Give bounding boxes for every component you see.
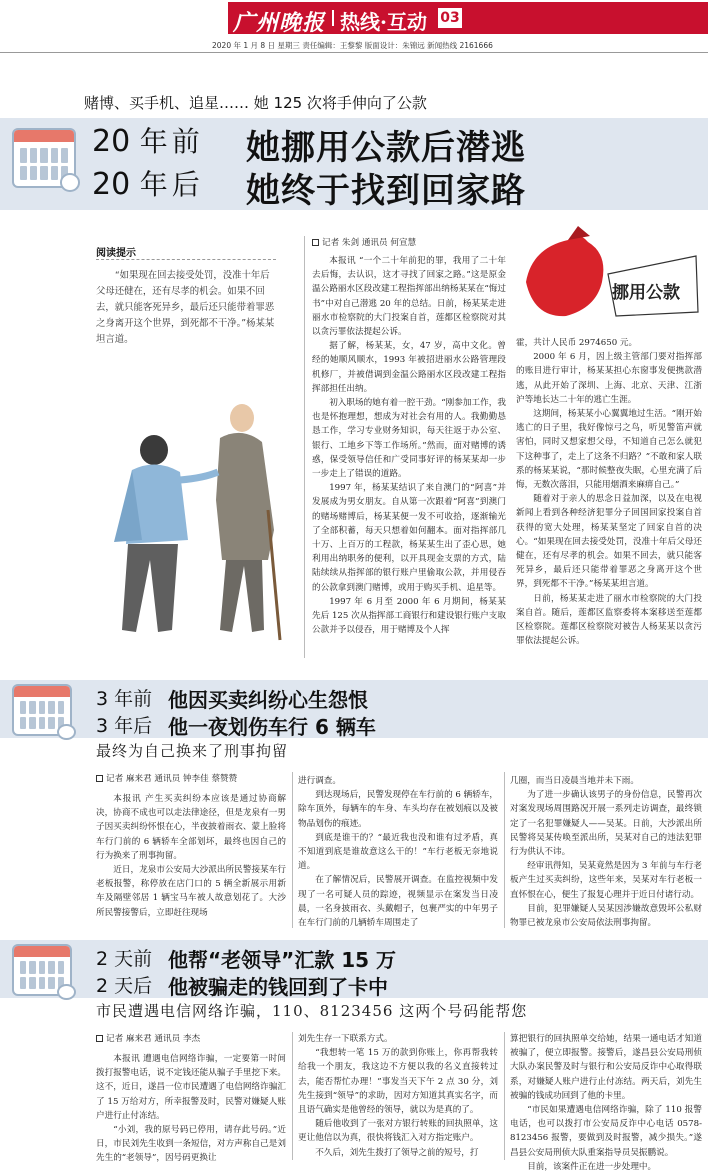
section-title: 热线·互动 — [340, 10, 427, 34]
story1-kicker: 赌博、买手机、追星…… 她 125 次将手伸向了公款 — [84, 94, 427, 112]
story2-byline: 记者 麻来君 通讯员 钟李佳 蔡赞赞 — [96, 772, 237, 784]
story1-when-1: 20 年前 — [92, 124, 204, 159]
page-number: 03 — [438, 8, 462, 28]
story2-headline-1: 他因买卖纠纷心生怨恨 — [168, 688, 368, 712]
clock-icon — [60, 173, 80, 192]
story3-headline-1: 他帮“老领导”汇款 15 万 — [168, 948, 397, 972]
story2-when-2: 3 年后 — [96, 715, 153, 737]
story1-headline-2: 她终于找到回家路 — [246, 171, 526, 211]
story2-headline-2: 他一夜划伤车行 6 辆车 — [168, 715, 376, 739]
stamp-label: 挪用公款 — [612, 283, 680, 303]
calendar-icon — [12, 944, 72, 996]
column-divider — [292, 772, 293, 928]
masthead-divider — [332, 10, 334, 26]
calendar-icon — [12, 684, 72, 736]
story3-when-2: 2 天后 — [96, 975, 153, 997]
story2-subheadline: 最终为自己换来了刑事拘留 — [96, 742, 289, 760]
story3-column-1: 本报讯 遭遇电信网络诈骗，一定要第一时间拨打报警电话，说不定钱还能从骗子手里挖下来。这不，近日，遂昌一位市民遭遇了电信网络诈骗汇了 15 万给对方，所幸报警及时，民警对嫌疑人账户进行止付冻结。 “小刘，我的原号码已停用，请存此号码。”近日，市民刘先生收到一条短信，对方声称自己是刘先生的“老领导”，因号码更换让 — [96, 1054, 286, 1164]
header-rule — [0, 52, 708, 53]
elderly-couple-illustration — [92, 360, 292, 660]
story2-column-2: 进行调查。 到达现场后，民警发现停在车行前的 6 辆轿车，除车顶外，每辆车的车身、车头均存在被划痕以及被物品划伤的痕迹。 到底是谁干的？“最近我也没和谁有过矛盾，真不知道到底是谁故意这么干的！”车行老板无奈地说道。 在了解情况后，民警展开调查。在监控视频中发现了一名可疑人员的踪迹，视频显示在案发当日凌晨，一名身披雨衣、头戴帽子，包裹严实的中年男子在车行门前的几辆轿车周围走了 — [298, 776, 498, 929]
masthead — [0, 0, 708, 42]
masthead-left — [0, 0, 228, 34]
story3-when-1: 2 天前 — [96, 948, 153, 970]
story1-column-1: 本报讯 “一个二十年前犯的罪，我用了二十年去后悔，去认识，这才寻找了回家之路。”这是原金温公路丽水区段改建工程指挥部出纳杨某某在“悔过书”中对自己潜逃 20 年的总结。日前，杨某某走进丽水市检察院的大门投案自首，莲都区检察院对其以贪污罪依法提起公诉。 据了解，杨某某，女，47 岁，高中文化。曾经的她顺风顺水，1993 年被招进丽水公路管理段机修厂，并被借调到金温公路丽水区段改建工程指挥部担任出纳。 初入职场的她有着一腔干劲。“刚参加工作，我也是怀抱理想，想成为对社会有用的人。我勤勤恳恳工作，学习专业财务知识，每天往返于办公室、银行、工地乡下等工作场所。”然而，面对赌博的诱惑，保受领导信任和广受同事好评的杨某某却一步一步走上了错误的道路。 1997 年，杨某某结识了来自澳门的“阿喜”并发展成为男女朋友。自从第一次跟着“阿喜”到澳门的赌场赌博后，杨某某便一发不可收拾，逐渐输光了全部积蓄，每天只想着如何翻本。面对指挥部几十万、上百万的工程款，杨某某生出了歪心思，她利用出纳职务的便利，以开具现金支票的方式，陆陆续续从指挥部的银行账户里偷取公款，并用侵吞的公款拿到澳门赌博，或用于购买手机、追星等。 1997 年 6 月至 2000 年 6 月期间，杨某某先后 125 次从指挥部工商银行和建设银行账户支取公款并予以侵吞，用于赌博及个人挥 — [312, 256, 506, 636]
story1-column-2: 霍，共计人民币 2974650 元。 2000 年 6 月，因上级主管部门要对指挥部的账目进行审计，杨某某担心东窗事发便携款潜逃，从此开始了深圳、上海、北京、天津、江浙沪等地长达二十年的逃亡生涯。 这期间，杨某某小心翼翼地过生活。“刚开始逃亡的日子里，我好像惊弓之鸟，听见警笛声就害怕，同时又想家想父母，不知道自己怎么就犯下这种事了，走上了这条不归路？”不敢和家人联系的杨某某说，“那时候整夜失眠，心里充满了后悔，无数次落泪，只能用烟酒来麻痹自己。” 随着对于亲人的思念日益加深，以及在电视新闻上看到各种经济犯罪分子回国回家投案自首获得的宽大处理，杨某某坚定了回家自首的决心。“如果现在回去接受处罚，没准十年后父母还健在，还有尽孝的机会。如果不回去，就只能客死异乡，最后还只能带着罪恶之身离开这个世界，到死都不干净。”杨某某坦言道。 日前，杨某某走进了丽水市检察院的大门投案自首。随后，莲都区监察委将本案移送至莲都区检察院。莲都区检察院对被告人杨某某以贪污罪依法提起公诉。 — [516, 338, 702, 647]
reading-tip-text: “如果现在回去接受处罚，没准十年后父母还健在，还有尽孝的机会。如果不回去，就只能客死异乡，最后还只能带着罪恶之身离开这个世界，到死都不干净。”杨某某坦言道。 — [96, 270, 275, 345]
reading-tip-heading: 阅读提示 — [96, 248, 136, 259]
story3-byline: 记者 麻来君 通讯员 李杰 — [96, 1032, 200, 1044]
story1-headline-1: 她挪用公款后潜逃 — [246, 128, 526, 168]
clock-icon — [57, 724, 76, 740]
column-divider — [504, 1032, 505, 1160]
story1-byline: 记者 朱剑 通讯员 何宣慧 — [312, 236, 416, 248]
column-divider — [504, 772, 505, 928]
story2-when-1: 3 年前 — [96, 688, 153, 710]
newspaper-name: 广州晚报 — [233, 10, 326, 36]
calendar-icon — [12, 128, 76, 188]
clock-icon — [57, 984, 76, 1000]
story3-column-3: 算把银行的回执照单交给她，结果一通电话才知道被骗了，便立即报警。接警后，遂昌县公安局刑侦大队办案民警及时与银行和公安局反诈中心取得联系，对嫌疑人账户进行止付冻结。两天后，刘先生被骗的钱成功回到了他的卡里。 “市民如果遭遇电信网络诈骗，除了 110 报警电话，也可以拨打市公安局反诈中心电话 0578-8123456 报警，要做到及时报警，减少损失。”遂昌县公安局刑侦大队重案指导员吴振鹏说。 目前，该案件正在进一步处理中。 — [510, 1034, 702, 1172]
story3-column-2: 刘先生存一下联系方式。 “我想转一笔 15 万的款到你账上，你再帮我转给我一个朋友，我这边不方便以我的名义直接转过去，能否帮忙办理！”事发当天下午 2 点 30 分，刘先生接到“领导”的求助，因对方知道其真实名字，而且语气确实是他曾经的领导，就以为是真的了。 随后他收到了一张对方银行转账的回执照单，这更让他信以为真，很快将钱汇入对方指定账户。 不久后，刘先生拨打了领导之前的短号，打 — [298, 1034, 498, 1158]
story2-column-1: 本报讯 产生买卖纠纷本应该是通过协商解决，协商不成也可以走法律途径，但是龙泉有一男子因买卖纠纷怀恨在心，半夜披着雨衣、蒙上脸将车行门前的 6 辆轿车全部划坏，最终也因自己的行为换来了刑事拘留。 近日，龙泉市公安局大沙派出所民警接某车行老板报警，称停放在店门口的 5 辆全新展示用新车及隔壁邻居 1 辆宝马车被人故意划花了。大沙所民警接警后，立即赶往现场 — [96, 794, 286, 918]
story3-subheadline: 市民遭遇电信网络诈骗，110、8123456 这两个号码能帮您 — [96, 1002, 528, 1020]
column-divider — [292, 1032, 293, 1160]
column-divider — [304, 236, 305, 658]
story1-when-2: 20 年后 — [92, 167, 204, 202]
story3-headline-2: 他被骗走的钱回到了卡中 — [168, 975, 388, 999]
reading-tip-rule — [96, 259, 276, 260]
issue-meta: 2020 年 1 月 8 日 星期三 责任编辑：王黎黎 版面设计：朱锦远 新闻热线 2161666 — [212, 41, 493, 50]
story2-column-3: 几圈，而当日凌晨当地并未下雨。 为了进一步确认该男子的身份信息，民警再次对案发现场周围路况开展一系列走访调查，最终锁定了一名犯罪嫌疑人——吴某。日前，大沙派出所民警将吴某传唤至派出所，吴某对自己的违法犯罪行为供认不讳。 经审讯得知，吴某竟然是因为 3 年前与车行老板产生过买卖纠纷，这些年来，吴某对车行老板一直怀恨在心，便生了报复心理并于近日付诸行动。 目前，犯罪嫌疑人吴某因涉嫌故意毁坏公私财物罪已被龙泉市公安局依法刑事拘留。 — [510, 776, 702, 929]
